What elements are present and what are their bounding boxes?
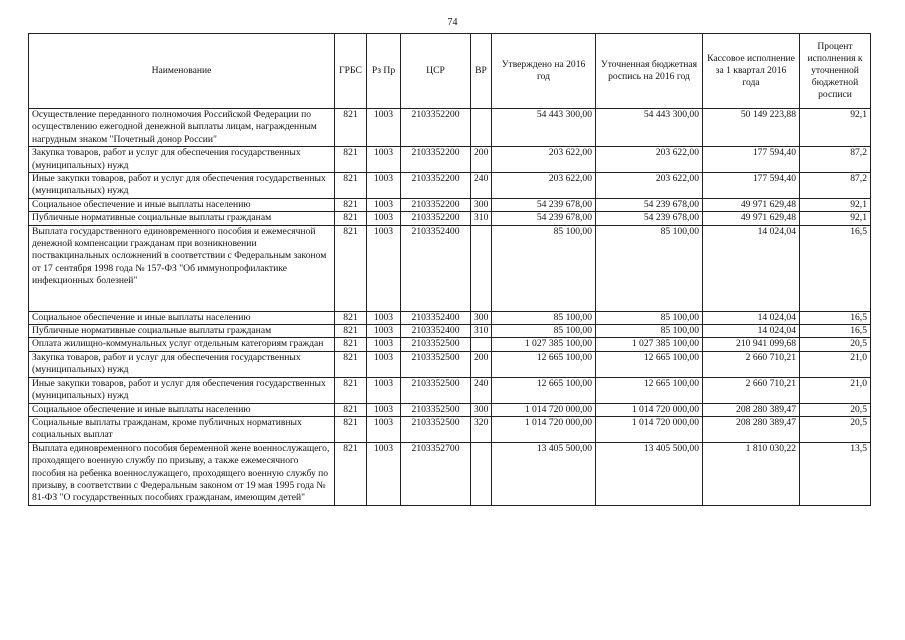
cell-name: Публичные нормативные социальные выплаты гражданам	[29, 212, 335, 225]
cell-percent: 16,5	[800, 325, 871, 338]
cell-approved: 54 239 678,00	[492, 212, 596, 225]
cell-name: Социальные выплаты гражданам, кроме публичных нормативных социальных выплат	[29, 416, 335, 442]
cell-csr: 2103352700	[401, 442, 471, 505]
cell-approved: 1 027 385 100,00	[492, 338, 596, 351]
budget-table	[28, 33, 871, 506]
cell-vr: 300	[471, 403, 492, 416]
table-row	[29, 212, 871, 225]
cell-name: Иные закупки товаров, работ и услуг для обеспечения государственных (муниципальных) нужд	[29, 173, 335, 199]
cell-percent: 87,2	[800, 147, 871, 173]
cell-refined: 1 014 720 000,00	[596, 403, 703, 416]
cell-vr: 320	[471, 416, 492, 442]
cell-name: Осуществление переданного полномочия Российской Федерации по осуществлению ежегодной денежной выплаты лицам, награжденным нагрудным знаком "Почетный донор России"	[29, 109, 335, 147]
cell-approved: 54 443 300,00	[492, 109, 596, 147]
cell-grbs: 821	[335, 338, 367, 351]
cell-name: Оплата жилищно-коммунальных услуг отдельным категориям граждан	[29, 338, 335, 351]
table-row	[29, 147, 871, 173]
cell-csr: 2103352400	[401, 225, 471, 311]
cell-approved: 12 665 100,00	[492, 377, 596, 403]
cell-rzpr: 1003	[367, 351, 401, 377]
cell-refined: 12 665 100,00	[596, 351, 703, 377]
header-refined: Уточненная бюджетная роспись на 2016 год	[596, 34, 703, 109]
cell-csr: 2103352500	[401, 338, 471, 351]
cell-grbs: 821	[335, 416, 367, 442]
table-row	[29, 416, 871, 442]
cell-grbs: 821	[335, 442, 367, 505]
cell-approved: 203 622,00	[492, 173, 596, 199]
cell-refined: 85 100,00	[596, 325, 703, 338]
cell-percent: 20,5	[800, 338, 871, 351]
cell-csr: 2103352500	[401, 377, 471, 403]
header-cash: Кассовое исполнение за 1 квартал 2016 года	[703, 34, 800, 109]
cell-rzpr: 1003	[367, 377, 401, 403]
table-row	[29, 173, 871, 199]
cell-approved: 54 239 678,00	[492, 198, 596, 211]
cell-grbs: 821	[335, 198, 367, 211]
cell-approved: 85 100,00	[492, 225, 596, 311]
cell-grbs: 821	[335, 403, 367, 416]
cell-name: Закупка товаров, работ и услуг для обеспечения государственных (муниципальных) нужд	[29, 147, 335, 173]
cell-percent: 16,5	[800, 225, 871, 311]
cell-csr: 2103352500	[401, 403, 471, 416]
cell-vr: 240	[471, 173, 492, 199]
table-row	[29, 377, 871, 403]
cell-percent: 21,0	[800, 377, 871, 403]
cell-cash: 177 594,40	[703, 173, 800, 199]
cell-grbs: 821	[335, 212, 367, 225]
cell-approved: 13 405 500,00	[492, 442, 596, 505]
header-csr: ЦСР	[401, 34, 471, 109]
cell-name: Иные закупки товаров, работ и услуг для обеспечения государственных (муниципальных) нужд	[29, 377, 335, 403]
table-row	[29, 311, 871, 324]
cell-csr: 2103352200	[401, 109, 471, 147]
cell-vr	[471, 442, 492, 505]
cell-cash: 208 280 389,47	[703, 416, 800, 442]
cell-approved: 85 100,00	[492, 325, 596, 338]
cell-name: Социальное обеспечение и иные выплаты населению	[29, 311, 335, 324]
table-row	[29, 403, 871, 416]
cell-rzpr: 1003	[367, 338, 401, 351]
page-number: 74	[447, 17, 458, 28]
cell-percent: 16,5	[800, 311, 871, 324]
cell-csr: 2103352200	[401, 147, 471, 173]
cell-percent: 21,0	[800, 351, 871, 377]
cell-rzpr: 1003	[367, 403, 401, 416]
cell-refined: 12 665 100,00	[596, 377, 703, 403]
cell-percent: 92,1	[800, 212, 871, 225]
cell-vr: 200	[471, 351, 492, 377]
cell-refined: 54 239 678,00	[596, 212, 703, 225]
table-row	[29, 198, 871, 211]
cell-approved: 12 665 100,00	[492, 351, 596, 377]
cell-approved: 1 014 720 000,00	[492, 416, 596, 442]
table-row	[29, 351, 871, 377]
cell-rzpr: 1003	[367, 225, 401, 311]
cell-refined: 13 405 500,00	[596, 442, 703, 505]
cell-percent: 92,1	[800, 198, 871, 211]
cell-cash: 1 810 030,22	[703, 442, 800, 505]
cell-vr	[471, 225, 492, 311]
cell-approved: 85 100,00	[492, 311, 596, 324]
cell-grbs: 821	[335, 325, 367, 338]
cell-vr: 300	[471, 311, 492, 324]
cell-rzpr: 1003	[367, 198, 401, 211]
header-grbs: ГРБС	[335, 34, 367, 109]
cell-cash: 208 280 389,47	[703, 403, 800, 416]
cell-approved: 1 014 720 000,00	[492, 403, 596, 416]
cell-vr	[471, 109, 492, 147]
cell-percent: 92,1	[800, 109, 871, 147]
cell-rzpr: 1003	[367, 109, 401, 147]
cell-csr: 2103352200	[401, 212, 471, 225]
cell-name: Выплата государственного единовременного пособия и ежемесячной денежной компенсации гражданам при возникновении поствакцинальных осложнений в соответствии с Федеральным законом от 17 сентября 1998 года № 157-ФЗ "Об иммунопрофилактике инфекционных болезней"	[29, 225, 335, 311]
cell-cash: 14 024,04	[703, 325, 800, 338]
cell-csr: 2103352400	[401, 311, 471, 324]
cell-grbs: 821	[335, 109, 367, 147]
cell-name: Выплата единовременного пособия беременной жене военнослужащего, проходящего военную службу по призыву, а также ежемесячного пособия на ребенка военнослужащего, проходящего военную службу по призыву, в соответствии с Федеральным законом от 19 мая 1995 года № 81-ФЗ "О государственных пособиях гражданам, имеющим детей"	[29, 442, 335, 505]
cell-rzpr: 1003	[367, 173, 401, 199]
cell-csr: 2103352200	[401, 198, 471, 211]
cell-name: Социальное обеспечение и иные выплаты населению	[29, 198, 335, 211]
cell-csr: 2103352500	[401, 416, 471, 442]
cell-percent: 13,5	[800, 442, 871, 505]
cell-grbs: 821	[335, 377, 367, 403]
header-approved: Утверждено на 2016 год	[492, 34, 596, 109]
cell-grbs: 821	[335, 351, 367, 377]
cell-grbs: 821	[335, 147, 367, 173]
cell-rzpr: 1003	[367, 311, 401, 324]
cell-cash: 49 971 629,48	[703, 212, 800, 225]
cell-grbs: 821	[335, 311, 367, 324]
cell-refined: 85 100,00	[596, 311, 703, 324]
cell-percent: 20,5	[800, 416, 871, 442]
cell-refined: 203 622,00	[596, 173, 703, 199]
cell-rzpr: 1003	[367, 325, 401, 338]
table-row	[29, 442, 871, 505]
cell-rzpr: 1003	[367, 442, 401, 505]
cell-percent: 20,5	[800, 403, 871, 416]
cell-cash: 50 149 223,88	[703, 109, 800, 147]
header-row	[29, 34, 871, 109]
cell-vr: 300	[471, 198, 492, 211]
cell-name: Закупка товаров, работ и услуг для обеспечения государственных (муниципальных) нужд	[29, 351, 335, 377]
cell-vr: 240	[471, 377, 492, 403]
cell-grbs: 821	[335, 173, 367, 199]
table-row	[29, 325, 871, 338]
cell-grbs: 821	[335, 225, 367, 311]
table-row	[29, 109, 871, 147]
cell-csr: 2103352400	[401, 325, 471, 338]
cell-vr	[471, 338, 492, 351]
cell-cash: 14 024,04	[703, 225, 800, 311]
cell-vr: 310	[471, 212, 492, 225]
cell-name: Социальное обеспечение и иные выплаты населению	[29, 403, 335, 416]
header-rzpr: Рз Пр	[367, 34, 401, 109]
header-vr: ВР	[471, 34, 492, 109]
cell-cash: 49 971 629,48	[703, 198, 800, 211]
cell-cash: 14 024,04	[703, 311, 800, 324]
cell-refined: 54 443 300,00	[596, 109, 703, 147]
cell-vr: 200	[471, 147, 492, 173]
cell-refined: 1 027 385 100,00	[596, 338, 703, 351]
cell-vr: 310	[471, 325, 492, 338]
cell-approved: 203 622,00	[492, 147, 596, 173]
cell-refined: 1 014 720 000,00	[596, 416, 703, 442]
cell-cash: 210 941 099,68	[703, 338, 800, 351]
cell-refined: 85 100,00	[596, 225, 703, 311]
cell-rzpr: 1003	[367, 212, 401, 225]
table-row	[29, 225, 871, 311]
cell-csr: 2103352500	[401, 351, 471, 377]
cell-rzpr: 1003	[367, 147, 401, 173]
cell-cash: 2 660 710,21	[703, 351, 800, 377]
table-row	[29, 338, 871, 351]
header-name: Наименование	[29, 34, 335, 109]
cell-rzpr: 1003	[367, 416, 401, 442]
cell-cash: 177 594,40	[703, 147, 800, 173]
cell-percent: 87,2	[800, 173, 871, 199]
cell-cash: 2 660 710,21	[703, 377, 800, 403]
cell-csr: 2103352200	[401, 173, 471, 199]
cell-name: Публичные нормативные социальные выплаты гражданам	[29, 325, 335, 338]
cell-refined: 54 239 678,00	[596, 198, 703, 211]
cell-refined: 203 622,00	[596, 147, 703, 173]
header-percent: Процент исполнения к уточненной бюджетной росписи	[800, 34, 871, 109]
